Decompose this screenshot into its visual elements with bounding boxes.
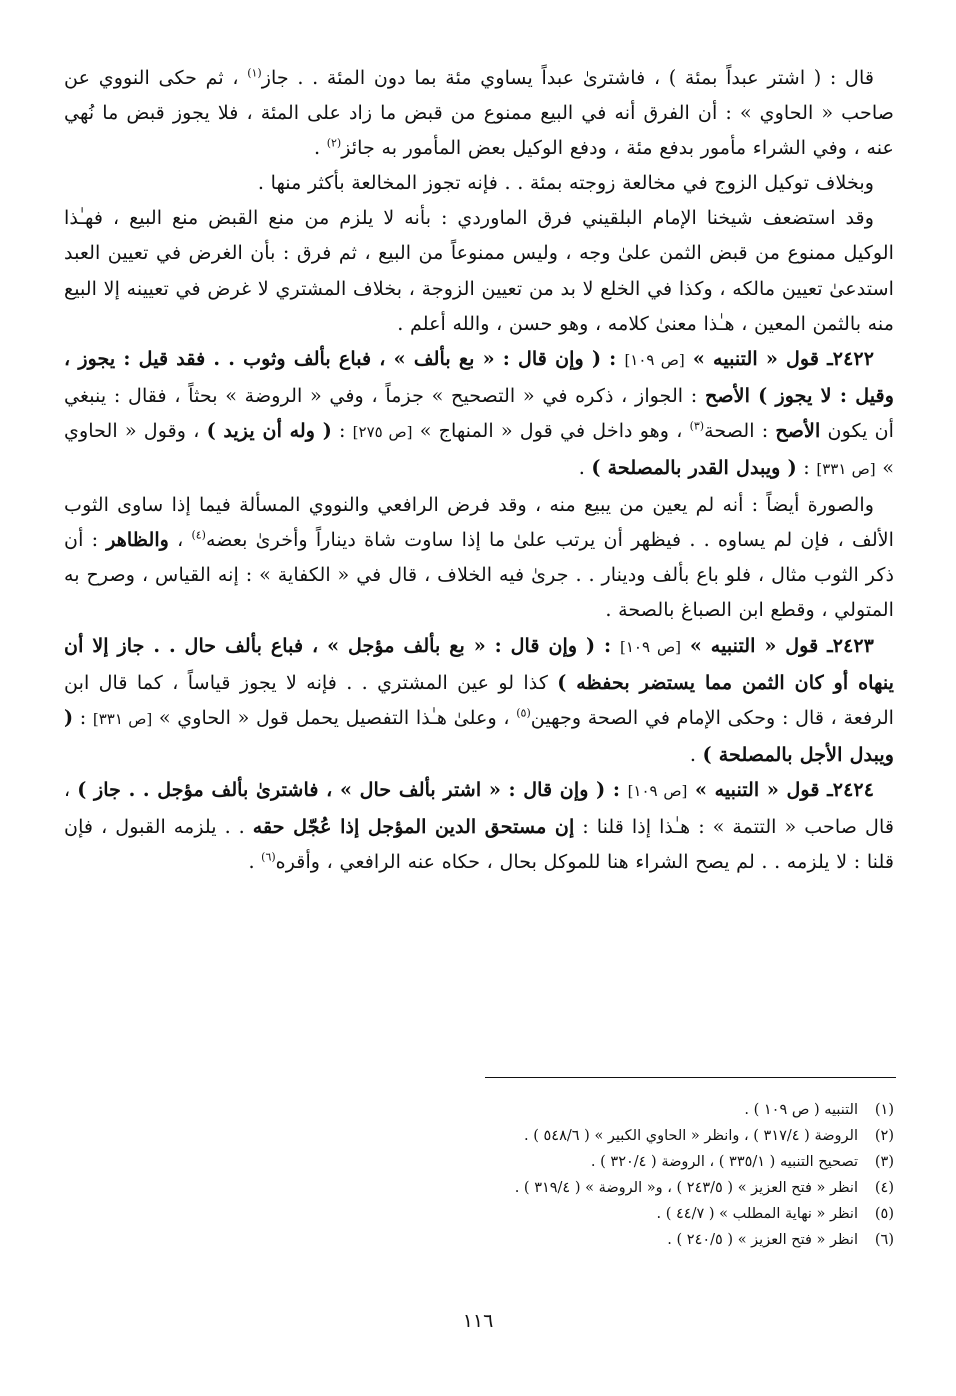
text-run: . (248, 850, 262, 874)
footnote-divider (485, 1077, 896, 1078)
footnote-ref[interactable]: (١) (247, 66, 262, 80)
footnote-item (64, 1227, 894, 1253)
paragraph (64, 487, 894, 627)
text-run: : أن ذكر الثوب مثال ، فلو باع بألف ودينار . . جرىٰ فيه الخلاف ، قال في « الكفاية » : إنه القياس ، وصرح به المتولي ، وقطع ابن الصباغ بالصحة . (64, 528, 894, 622)
paragraph (64, 200, 894, 340)
text-run: ، وقول « الحاوي » (64, 418, 894, 480)
text-run: والصورة أيضاً : أنه لم يعين من يبيع منه ، وقد فرض الرافعي والنووي المسألة فيما إذا ساوى الثوب الألف ، فإن لم يساوه . . فيظهر أن يرتب علىٰ ما إذا ساوت شاة ديناراً وأخرىٰ بعضه (64, 493, 894, 552)
emphasis-text: والظاهر (106, 528, 169, 552)
entry-heading: ٢٤٢٣ـ قول « التنبيه » (681, 633, 874, 657)
emphasis-text: إن مستحق الدين المؤجل إذا عُجّل حقه (252, 814, 575, 838)
quoted-text: ( ويبدل الأجل بالمصلحة ) (64, 705, 894, 766)
footnote-item (64, 1149, 894, 1175)
footnote-text: التنبيه ( ص ١٠٩ ) . (744, 1102, 858, 1118)
footnote-text: تصحيح التنبيه ( ٣٣٥/١ ) ، الروضة ( ٣٢٠/٤ ) . (590, 1154, 858, 1170)
page-reference: [ص ١٠٩] (624, 350, 685, 369)
footnote-item (64, 1201, 894, 1227)
page-reference: [ص ٢٧٥] (352, 422, 413, 441)
text-run: . . يلزمه القبول ، فإن قلنا : لا يلزمه . . لم يصح الشراء هنا للموكل بحال ، حكاه عنه الرافعي ، وأقره (64, 814, 894, 874)
text-run: : (331, 418, 353, 442)
footnote-text: انظر « فتح العزيز » ( ٢٤٠/٥ ) . (667, 1232, 858, 1248)
footnote-ref[interactable]: (٥) (516, 706, 531, 720)
footnote-number: (٤) (874, 1180, 894, 1196)
footnote-number: (٥) (874, 1206, 894, 1222)
page-reference: [ص ٣٣١] (816, 460, 876, 479)
text-run: : (73, 705, 93, 729)
text-run: ، ثم حكى النووي عن صاحب « الحاوي » : أن الفرق أنه في البيع ممنوع من قبض ما زاد على المئة ، فلا يجوز قبض ما نُهي عنه ، وفي الشراء مأمور بدفع مئة ، ودفع الوكيل بعض المأمور به جائز (64, 66, 894, 160)
entry-heading: ٢٤٢٤ـ قول « التنبيه » (687, 777, 875, 801)
footnote-number: (١) (874, 1102, 894, 1118)
text-run: كذا لو عين المشتري . . فإنه لا يجوز قياساً ، كما قال ابن الرفعة ، قال : وحكى الإمام في الصحة وجهين (64, 670, 894, 729)
footnote-item (64, 1097, 894, 1123)
text-run: ، (168, 528, 192, 552)
footnote-ref[interactable]: (٦) (261, 850, 276, 864)
page-reference: [ص ٣٣١] (92, 709, 153, 728)
footnotes (64, 1097, 894, 1253)
footnote-ref[interactable]: (٢) (326, 136, 342, 150)
quoted-text: ( وله أن يزيد ) (206, 418, 332, 442)
footnote-text: انظر « نهاية المطلب » ( ٤٤/٧ ) . (656, 1206, 858, 1222)
quoted-text: : ( وإن قال : « بع بألف مؤجل » ، فباع بألف حال . . جاز إلا أن ينهاه أو كان الثمن مما يستضر بحفظه ) (64, 633, 894, 694)
paragraph (64, 60, 894, 165)
footnote-item (64, 1123, 894, 1149)
text-run: وقد استضعف شيخنا الإمام البلقيني فرق الماوردي : بأنه لا يلزم من منع القبض منع البيع ، فهـٰذا الوكيل ممنوع من قبض الثمن علىٰ وجه ، وليس ممنوعاً من البيع ، ثم فرق : بأن الغرض في تعيين العبد استدعىٰ تعيين مالكه ، وكذا في الخلع لا بد من تعيين الزوجة ، بخلاف المشتري لا غرض في تعيينه إلا البيع منه بالثمن المعين ، هـٰذا معنىٰ كلامه ، وهو حسن ، والله أعلم . (64, 206, 894, 335)
footnote-ref[interactable]: (٣) (689, 419, 705, 433)
footnote-number: (٣) (874, 1154, 894, 1170)
footnote-text: انظر « فتح العزيز » ( ٢٤٣/٥ ) ، و« الروضة » ( ٣١٩/٤ ) . (514, 1180, 858, 1196)
text-run: : (796, 456, 817, 480)
quoted-text: ( ويبدل القدر بالمصلحة ) (591, 456, 797, 480)
text-run: قال : ( اشتر عبداً بمئة ) ، فاشترىٰ عبداً يساوي مئة بما دون المئة . . جاز (261, 66, 874, 89)
page-reference: [ص ١٠٩] (627, 781, 688, 800)
footnote-text: الروضة ( ٣١٧/٤ ) ، وانظر « الحاوي الكبير » ( ٥٤٨/٦ ) . (524, 1128, 858, 1144)
entry-heading: ٢٤٢٢ـ قول « التنبيه » (684, 346, 875, 370)
page-reference: [ص ١٠٩] (620, 637, 682, 656)
footnote-item (64, 1175, 894, 1201)
footnote-number: (٦) (874, 1232, 894, 1248)
text-run: وبخلاف توكيل الزوج في مخالعة زوجته بمئة . . فإنه تجوز المخالعة بأكثر منها . (257, 171, 874, 195)
main-text (64, 60, 894, 879)
text-run: . (314, 136, 327, 160)
text-run: ، قال صاحب « التتمة » : هـٰذا إذا قلنا : (64, 777, 894, 838)
text-run: . (689, 742, 703, 766)
page-number: ١١٦ (462, 1310, 494, 1332)
paragraph (64, 165, 894, 200)
text-run: . (578, 456, 592, 480)
quoted-text: : ( وإن قال : « اشتر بألف حال » ، فاشترىٰ بألف مؤجل . . جاز ) (77, 777, 628, 801)
quoted-text: : ( وإن قال : « بع بألف » ، فباع بألف وثوب . . فقد قيل : يجوز ، وقيل : لا يجوز ) الأصح (64, 346, 894, 407)
footnote-number: (٢) (874, 1128, 894, 1144)
entry-2423 (64, 628, 894, 772)
entry-2424 (64, 772, 894, 879)
entry-2422 (64, 341, 894, 487)
footnote-ref[interactable]: (٤) (191, 528, 206, 542)
emphasis-text: الأصح (775, 418, 821, 442)
text-run: ، وعلىٰ هـٰذا التفصيل يحمل قول « الحاوي » (152, 705, 517, 729)
text-run: ، وهو داخل في قول « المنهاج » (412, 418, 690, 442)
text-run: : الجواز ، ذكره في « التصحيح » جزماً ، وفي « الروضة » بحثاً ، فقال : ينبغي أن يكون (64, 383, 894, 442)
text-run: : الصحة (704, 418, 776, 442)
